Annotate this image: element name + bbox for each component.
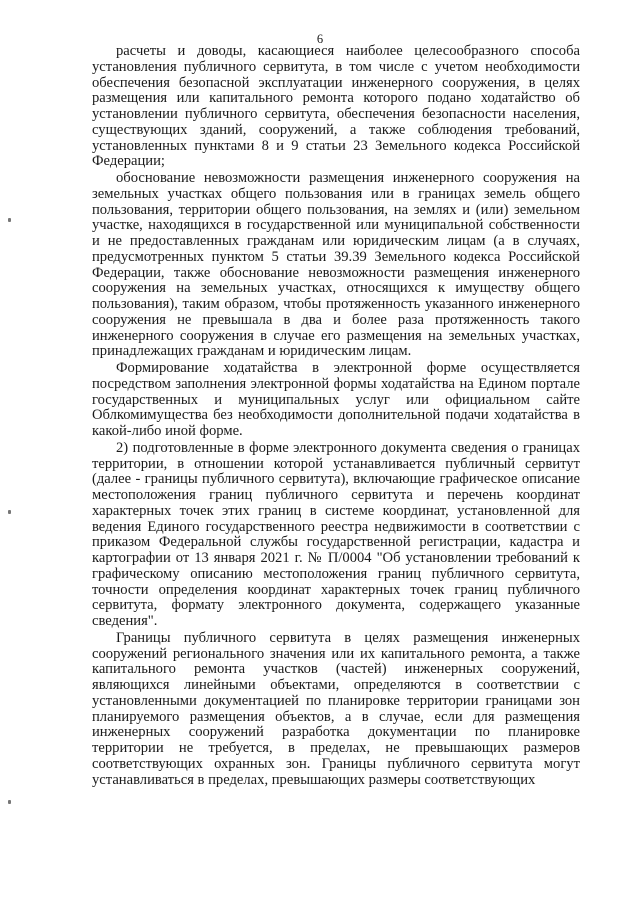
scan-margin-mark (8, 218, 11, 222)
paragraph-boundary-info: 2) подготовленные в форме электронного документа сведения о границах территории, в отношении которой устанавливается публичный сервитут (далее - границы публичного сервитута), включающие графическое описание местоположения границ публичного сервитута и перечень координат характерных точек этих границ в системе координат, установленной для ведения Единого государственного реестра недвижимости в соответствии с приказом Федеральной службы государственной регистрации, кадастра и картографии от 13 января 2021 г. № П/0004 "Об установлении требований к графическому описанию местоположения границ публичного сервитута, точности определения координат характерных точек границ публичного сервитута, формату электронного документа, содержащего указанные сведения". (92, 439, 580, 629)
paragraph-impossibility-rationale: обоснование невозможности размещения инженерного сооружения на земельных участках общего пользования или в границах земель общего пользования, территории общего пользования, на землях и (или) земельном участке, находящихся в государственной или муниципальной собственности и не предоставленных гражданам или юридическим лицам (а в случаях, предусмотренных пунктом 5 статьи 39.39 Земельного кодекса Российской Федерации, также обоснование невозможности размещения инженерного сооружения на земельных участках, относящихся к имуществу общего пользования), таким образом, чтобы протяженность указанного инженерного сооружения не превышала в два и более раза протяженность такого инженерного сооружения в случае его размещения на земельных участках, принадлежащих гражданам и юридическим лицам. (92, 170, 580, 360)
scan-margin-mark (8, 510, 11, 514)
paragraph-servitude-boundaries: Границы публичного сервитута в целях размещения инженерных сооружений регионального значения или их капитального ремонта, а также капитального ремонта участков (частей) инженерных сооружений, являющихся линейными объектами, определяются в соответствии с установленными документацией по планировке территории границами зон планируемого размещения объектов, а в случае, если для размещения инженерных сооружений разработка документации по планировке территории не требуется, в пределах, не превышающих размеров соответствующих охранных зон. Границы публичного сервитута могут устанавливаться в пределах, превышающих размеры соответствующих (92, 629, 580, 788)
page-number: 6 (316, 32, 324, 46)
scan-margin-mark (8, 800, 11, 804)
paragraph-electronic-form: Формирование ходатайства в электронной форме осуществляется посредством заполнения электронной формы ходатайства на Едином портале государственных и муниципальных услуг или официальном сайте Облкомимущества без необходимости дополнительной подачи ходатайства в какой-либо иной форме. (92, 360, 580, 439)
document-body (92, 44, 580, 788)
paragraph-justification: расчеты и доводы, касающиеся наиболее целесообразного способа установления публичного сервитута, в том числе с учетом необходимости обеспечения безопасной эксплуатации инженерного сооружения, в целях размещения или капитального ремонта которого подано ходатайство об установлении публичного сервитута, обеспечения безопасности населения, существующих зданий, сооружений, а также соблюдения требований, установленных пунктами 8 и 9 статьи 23 Земельного кодекса Российской Федерации; (92, 43, 580, 170)
